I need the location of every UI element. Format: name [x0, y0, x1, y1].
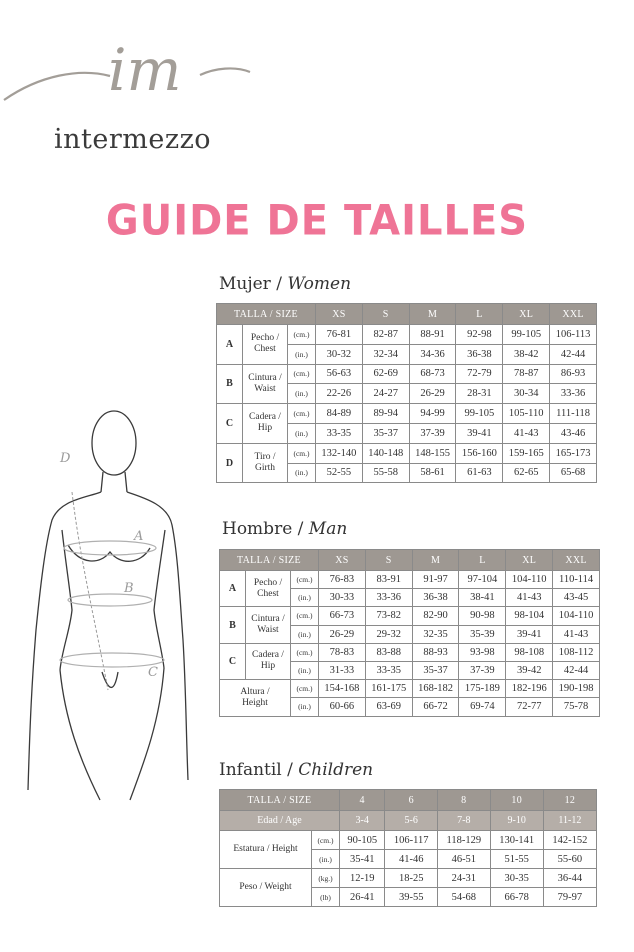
value-cm: 91-97 [412, 571, 459, 589]
measure-label-en: Chest [254, 344, 276, 355]
value-in: 38-41 [459, 589, 506, 607]
unit-1: (cm.) [312, 831, 340, 850]
value-in: 38-42 [503, 344, 550, 364]
age-value: 11-12 [543, 811, 596, 831]
men-size-table [219, 549, 600, 717]
unit-cm: (cm.) [288, 325, 316, 345]
value-cm: 88-93 [412, 643, 459, 661]
value-cm: 104-110 [553, 607, 600, 625]
value-cm: 56-63 [316, 364, 363, 384]
unit-cm: (cm.) [291, 680, 319, 698]
page-title: GUIDE DE TAILLES [105, 196, 529, 246]
value-in: 66-72 [412, 698, 459, 716]
value-cm: 92-98 [456, 325, 503, 345]
value-cm: 94-99 [409, 404, 456, 424]
size-column-header: M [409, 304, 456, 325]
figure-label-a: A [134, 529, 144, 544]
value-cm: 88-91 [409, 325, 456, 345]
unit-in: (in.) [291, 625, 319, 643]
size-column-header: XL [503, 304, 550, 325]
value: 90-105 [340, 831, 385, 850]
value: 18-25 [385, 869, 438, 888]
size-column-header: 6 [385, 790, 438, 811]
value-in: 42-44 [550, 344, 597, 364]
value-cm: 104-110 [506, 571, 553, 589]
value-cm: 159-165 [503, 443, 550, 463]
figure-label-b: B [124, 581, 134, 596]
measure-letter: C [220, 643, 246, 679]
value-in: 75-78 [553, 698, 600, 716]
value-in: 32-35 [412, 625, 459, 643]
measure-letter: D [217, 443, 243, 483]
value-in: 43-46 [550, 423, 597, 443]
value-cm: 90-98 [459, 607, 506, 625]
age-header: Edad / Age [220, 811, 340, 831]
size-column-header: 12 [543, 790, 596, 811]
table-row [217, 404, 597, 424]
unit-1: (kg.) [312, 869, 340, 888]
value-cm: 99-105 [456, 404, 503, 424]
value-cm: 99-105 [503, 325, 550, 345]
value-cm: 106-113 [550, 325, 597, 345]
value-cm: 140-148 [362, 443, 409, 463]
value-cm: 66-73 [319, 607, 366, 625]
value-cm: 161-175 [365, 680, 412, 698]
value-in: 26-29 [319, 625, 366, 643]
measure-label-es: Pecho / [250, 333, 280, 344]
value-in: 37-39 [459, 661, 506, 679]
size-column-header: S [362, 304, 409, 325]
value: 26-41 [340, 888, 385, 907]
value-cm: 148-155 [409, 443, 456, 463]
measure-label [243, 364, 288, 404]
age-value: 7-8 [438, 811, 491, 831]
value-cm: 154-168 [319, 680, 366, 698]
value-cm: 165-173 [550, 443, 597, 463]
value-cm: 97-104 [459, 571, 506, 589]
size-column-header: 4 [340, 790, 385, 811]
value-cm: 83-91 [365, 571, 412, 589]
value-in: 62-65 [503, 463, 550, 483]
value-in: 58-61 [409, 463, 456, 483]
size-header: TALLA / SIZE [220, 790, 340, 811]
table-row [220, 831, 597, 850]
value: 30-35 [490, 869, 543, 888]
unit-cm: (cm.) [291, 607, 319, 625]
value: 41-46 [385, 850, 438, 869]
measure-label [246, 643, 291, 679]
unit-cm: (cm.) [288, 443, 316, 463]
age-value: 3-4 [340, 811, 385, 831]
value-in: 36-38 [456, 344, 503, 364]
value-in: 37-39 [409, 423, 456, 443]
value-cm: 132-140 [316, 443, 363, 463]
value-in: 30-34 [503, 384, 550, 404]
table-row [217, 443, 597, 463]
value-cm: 62-69 [362, 364, 409, 384]
value-cm: 86-93 [550, 364, 597, 384]
value-in: 31-33 [319, 661, 366, 679]
value-in: 41-43 [506, 589, 553, 607]
value-cm: 111-118 [550, 404, 597, 424]
value-cm: 98-104 [506, 607, 553, 625]
value-in: 29-32 [365, 625, 412, 643]
table-row [220, 607, 600, 625]
size-header: TALLA / SIZE [220, 550, 319, 571]
table-row [217, 364, 597, 384]
men-section-title: Hombre / Man [222, 519, 348, 539]
size-column-header: S [365, 550, 412, 571]
table-row [220, 680, 600, 698]
height-label-es: Altura / [240, 686, 270, 697]
unit-in: (in.) [288, 423, 316, 443]
measure-label-es: Cadera / [249, 412, 281, 423]
measure-label [243, 325, 288, 365]
value-in: 41-43 [553, 625, 600, 643]
women-section-title: Mujer / Women [219, 274, 352, 294]
measure-label-es: Cadera / [252, 650, 284, 661]
unit-cm: (cm.) [288, 364, 316, 384]
unit-cm: (cm.) [291, 643, 319, 661]
value-in: 65-68 [550, 463, 597, 483]
value-in: 36-38 [412, 589, 459, 607]
value-cm: 108-112 [553, 643, 600, 661]
size-column-header: XL [506, 550, 553, 571]
value: 36-44 [543, 869, 596, 888]
value-cm: 110-114 [553, 571, 600, 589]
measure-label-en: Hip [260, 661, 276, 672]
measure-label-en: Girth [254, 463, 276, 474]
body-measurement-figure [0, 405, 200, 805]
unit-in: (in.) [288, 463, 316, 483]
value-cm: 89-94 [362, 404, 409, 424]
unit-cm: (cm.) [288, 404, 316, 424]
table-row [220, 643, 600, 661]
measure-label-es: Pecho / [253, 577, 283, 588]
value-cm: 78-83 [319, 643, 366, 661]
value: 55-60 [543, 850, 596, 869]
size-column-header: 8 [438, 790, 491, 811]
value-in: 24-27 [362, 384, 409, 404]
value-cm: 76-83 [319, 571, 366, 589]
value-cm: 76-81 [316, 325, 363, 345]
measure-label-es: Cintura / [248, 372, 282, 383]
value-cm: 168-182 [412, 680, 459, 698]
table-header-row [220, 790, 597, 811]
value-cm: 190-198 [553, 680, 600, 698]
unit-in: (in.) [291, 661, 319, 679]
measure-label-en: Waist [257, 625, 279, 636]
value: 54-68 [438, 888, 491, 907]
value: 130-141 [490, 831, 543, 850]
size-column-header: XXL [550, 304, 597, 325]
value-in: 39-41 [456, 423, 503, 443]
value: 106-117 [385, 831, 438, 850]
measure-label-es: Tiro / [254, 452, 276, 463]
value-cm: 72-79 [456, 364, 503, 384]
value-in: 30-32 [316, 344, 363, 364]
measure-label-en: Chest [257, 588, 279, 599]
value-in: 33-36 [365, 589, 412, 607]
unit-2: (lb) [312, 888, 340, 907]
value-in: 39-41 [506, 625, 553, 643]
value: 35-41 [340, 850, 385, 869]
value: 142-152 [543, 831, 596, 850]
value-in: 35-37 [362, 423, 409, 443]
logo-monogram: im [108, 36, 182, 104]
value-in: 35-37 [412, 661, 459, 679]
size-column-header: L [459, 550, 506, 571]
value: 12-19 [340, 869, 385, 888]
measure-label [246, 607, 291, 643]
measure-letter: B [217, 364, 243, 404]
value-in: 32-34 [362, 344, 409, 364]
value-cm: 182-196 [506, 680, 553, 698]
value-in: 35-39 [459, 625, 506, 643]
value-cm: 105-110 [503, 404, 550, 424]
value-in: 69-74 [459, 698, 506, 716]
height-label-en: Height [242, 697, 268, 708]
value-cm: 73-82 [365, 607, 412, 625]
value: 66-78 [490, 888, 543, 907]
measure-letter: A [220, 571, 246, 607]
table-header-row [217, 304, 597, 325]
children-section-title: Infantil / Children [219, 760, 374, 780]
value-cm: 84-89 [316, 404, 363, 424]
value-in: 63-69 [365, 698, 412, 716]
measure-label-es: Cintura / [251, 614, 285, 625]
value-in: 42-44 [553, 661, 600, 679]
size-column-header: XS [316, 304, 363, 325]
value-in: 28-31 [456, 384, 503, 404]
children-size-table [219, 789, 597, 907]
value-in: 41-43 [503, 423, 550, 443]
brand-logo [0, 20, 260, 115]
value-cm: 68-73 [409, 364, 456, 384]
value-cm: 156-160 [456, 443, 503, 463]
measure-label [243, 443, 288, 483]
value-in: 30-33 [319, 589, 366, 607]
size-header: TALLA / SIZE [217, 304, 316, 325]
value-in: 39-42 [506, 661, 553, 679]
value-in: 72-77 [506, 698, 553, 716]
size-column-header: M [412, 550, 459, 571]
age-value: 9-10 [490, 811, 543, 831]
value-in: 33-35 [316, 423, 363, 443]
value-cm: 98-108 [506, 643, 553, 661]
value-cm: 82-87 [362, 325, 409, 345]
value-in: 61-63 [456, 463, 503, 483]
weight-label: Peso / Weight [220, 869, 312, 907]
unit-in: (in.) [288, 384, 316, 404]
value-in: 26-29 [409, 384, 456, 404]
measure-letter: A [217, 325, 243, 365]
value: 46-51 [438, 850, 491, 869]
stature-label: Estatura / Height [220, 831, 312, 869]
value: 79-97 [543, 888, 596, 907]
figure-label-d: D [60, 451, 71, 466]
unit-in: (in.) [291, 698, 319, 716]
brand-name: intermezzo [54, 124, 212, 155]
value-in: 33-35 [365, 661, 412, 679]
women-size-table [216, 303, 597, 483]
unit-2: (in.) [312, 850, 340, 869]
table-row [220, 869, 597, 888]
measure-letter: C [217, 404, 243, 444]
value-in: 43-45 [553, 589, 600, 607]
value: 118-129 [438, 831, 491, 850]
value: 39-55 [385, 888, 438, 907]
value-in: 52-55 [316, 463, 363, 483]
figure-label-c: C [148, 665, 158, 680]
unit-in: (in.) [291, 589, 319, 607]
size-column-header: XS [319, 550, 366, 571]
table-row [217, 325, 597, 345]
height-label [220, 680, 291, 716]
age-value: 5-6 [385, 811, 438, 831]
table-header-row [220, 550, 600, 571]
value-cm: 78-87 [503, 364, 550, 384]
measure-label-en: Hip [257, 423, 273, 434]
measure-label-en: Waist [254, 383, 276, 394]
value-cm: 82-90 [412, 607, 459, 625]
value-in: 33-36 [550, 384, 597, 404]
table-age-row [220, 811, 597, 831]
value: 24-31 [438, 869, 491, 888]
value-in: 60-66 [319, 698, 366, 716]
size-column-header: 10 [490, 790, 543, 811]
unit-in: (in.) [288, 344, 316, 364]
unit-cm: (cm.) [291, 571, 319, 589]
value-in: 55-58 [362, 463, 409, 483]
value-in: 34-36 [409, 344, 456, 364]
measure-label [243, 404, 288, 444]
table-row [220, 571, 600, 589]
measure-label [246, 571, 291, 607]
value-cm: 175-189 [459, 680, 506, 698]
value-cm: 93-98 [459, 643, 506, 661]
size-column-header: XXL [553, 550, 600, 571]
measure-letter: B [220, 607, 246, 643]
value: 51-55 [490, 850, 543, 869]
value-in: 22-26 [316, 384, 363, 404]
value-cm: 83-88 [365, 643, 412, 661]
size-column-header: L [456, 304, 503, 325]
